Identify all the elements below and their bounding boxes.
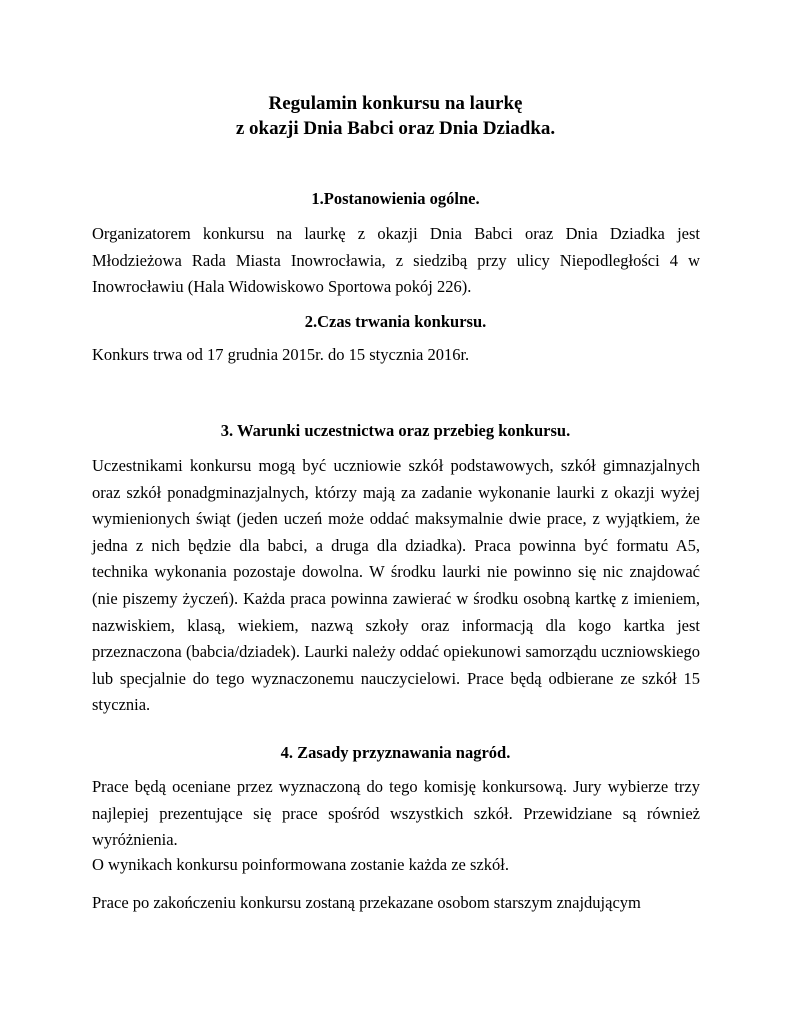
section-4-paragraph-3: Prace po zakończeniu konkursu zostaną przekazane osobom starszym znajdującym: [92, 893, 641, 912]
document-title-line1: Regulamin konkursu na laurkę: [268, 93, 523, 114]
section-2-heading: 2.Czas trwania konkursu.: [304, 312, 487, 331]
section-3-paragraph: Uczestnikami konkursu mogą być uczniowie szkół podstawowych, szkół gimnazjalnych oraz szkół ponadgminazjalnych, którzy mają za zadanie wykonanie laurki z okazji wyżej wymienionych świąt (jeden uczeń może oddać maksymalnie dwie prace, z wyjątkiem, że jedna z nich będzie dla babci, a druga dla dziadka). Praca powinna być formatu A5, technika wykonania pozostaje dowolna. W środku laurki nie powinno się nic znajdować (nie piszemy życzeń). Każda praca powinna zawierać w środku osobną kartkę z imieniem, nazwiskiem, klasą, wiekiem, nazwą szkoły oraz informacją dla kogo kartka jest przeznaczona (babcia/dziadek). Laurki należy oddać opiekunowi samorządu uczniowskiego lub specjalnie do tego wyznaczonemu nauczycielowi. Prace będą odbierane ze szkół 15 stycznia.: [92, 456, 700, 715]
section-3-heading: 3. Warunki uczestnictwa oraz przebieg konkursu.: [220, 421, 571, 440]
document-title-line2: z okazji Dnia Babci oraz Dnia Dziadka.: [235, 118, 556, 139]
section-4-paragraph-1: Prace będą oceniane przez wyznaczoną do tego komisję konkursową. Jury wybierze trzy najlepiej prezentujące się prace spośród wszystkich szkół. Przewidziane są również wyróżnienia.: [92, 777, 700, 850]
section-1-paragraph: Organizatorem konkursu na laurkę z okazji Dnia Babci oraz Dnia Dziadka jest Młodzieżowa Rada Miasta Inowrocławia, z siedzibą przy ulicy Niepodległości 4 w Inowrocławiu (Hala Widowiskowo Sportowa pokój 226).: [92, 224, 700, 297]
section-2-paragraph: Konkurs trwa od 17 grudnia 2015r. do 15 stycznia 2016r.: [92, 345, 470, 364]
section-4-heading: 4. Zasady przyznawania nagród.: [280, 743, 511, 762]
section-1-heading: 1.Postanowienia ogólne.: [311, 189, 480, 208]
section-4-paragraph-2: O wynikach konkursu poinformowana zostanie każda ze szkół.: [92, 855, 509, 874]
